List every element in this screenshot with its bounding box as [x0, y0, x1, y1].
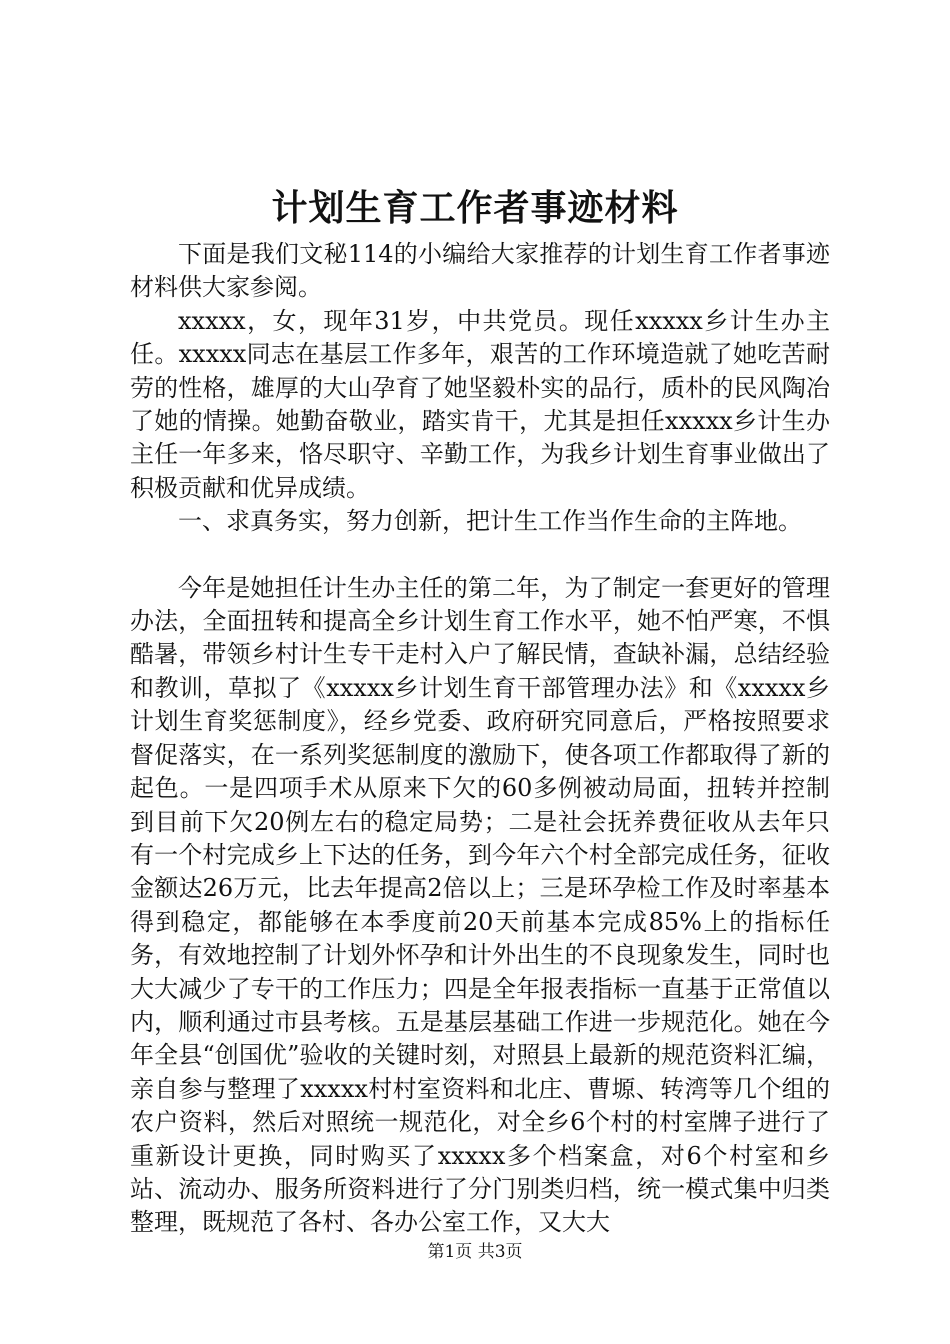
section-heading: 一、求真务实，努力创新，把计生工作当作生命的主阵地。 — [178, 507, 802, 536]
body-paragraph: 今年是她担任计生办主任的第二年，为了制定一套更好的管理办法，全面扭转和提高全乡计划生育工作水平，她不怕严寒，不惧酷暑，带领乡村计生专干走村入户了解民情，查缺补漏，总结经验和教训，草拟了《xxxxx乡计划生育干部管理办法》和《xxxxx乡计划生育奖惩制度》，经乡党委、政府研究同意后，严格按照要求督促落实，在一系列奖惩制度的激励下，使各项工作都取得了新的起色。一是四项手术从原来下欠的60多例被动局面，扭转并控制到目前下欠20例左右的稳定局势；二是社会抚养费征收从去年只有一个村完成乡上下达的任务，到今年六个村全部完成任务，征收金额达26万元，比去年提高2倍以上；三是环孕检工作及时率基本得到稳定，都能够在本季度前20天前基本完成85%上的指标任务，有效地控制了计划外怀孕和计外出生的不良现象发生，同时也大大减少了专干的工作压力；四是全年报表指标一直基于正常值以内，顺利通过市县考核。五是基层基础工作进一步规范化。她在今年全县“创国优”验收的关键时刻，对照县上最新的规范资料汇编，亲自参与整理了xxxxx村村室资料和北庄、曹塬、转湾等几个组的农户资料，然后对照统一规范化，对全乡6个村的村室牌子进行了重新设计更换，同时购买了xxxxx多个档案盒，对6个村室和乡站、流动办、服务所资料进行了分门别类归档，统一模式集中归类整理，既规范了各村、各办公室工作，又大大 — [130, 573, 830, 1237]
page-title: 计划生育工作者事迹材料 — [271, 187, 679, 229]
intro-paragraph: 下面是我们文秘114的小编给大家推荐的计划生育工作者事迹材料供大家参阅。 — [130, 240, 830, 302]
page-footer: 第1页 共3页 — [427, 1242, 523, 1262]
profile-paragraph: xxxxx，女，现年31岁，中共党员。现任xxxxx乡计生办主任。xxxxx同志在基层工作多年，艰苦的工作环境造就了她吃苦耐劳的性格，雄厚的大山孕育了她坚毅朴实的品行，质朴的民风陶冶了她的情操。她勤奋敬业，踏实肯干，尤其是担任xxxxx乡计生办主任一年多来，恪尽职守、辛勤工作，为我乡计划生育事业做出了积极贡献和优异成绩。 — [130, 306, 830, 502]
document-body — [130, 238, 830, 1240]
